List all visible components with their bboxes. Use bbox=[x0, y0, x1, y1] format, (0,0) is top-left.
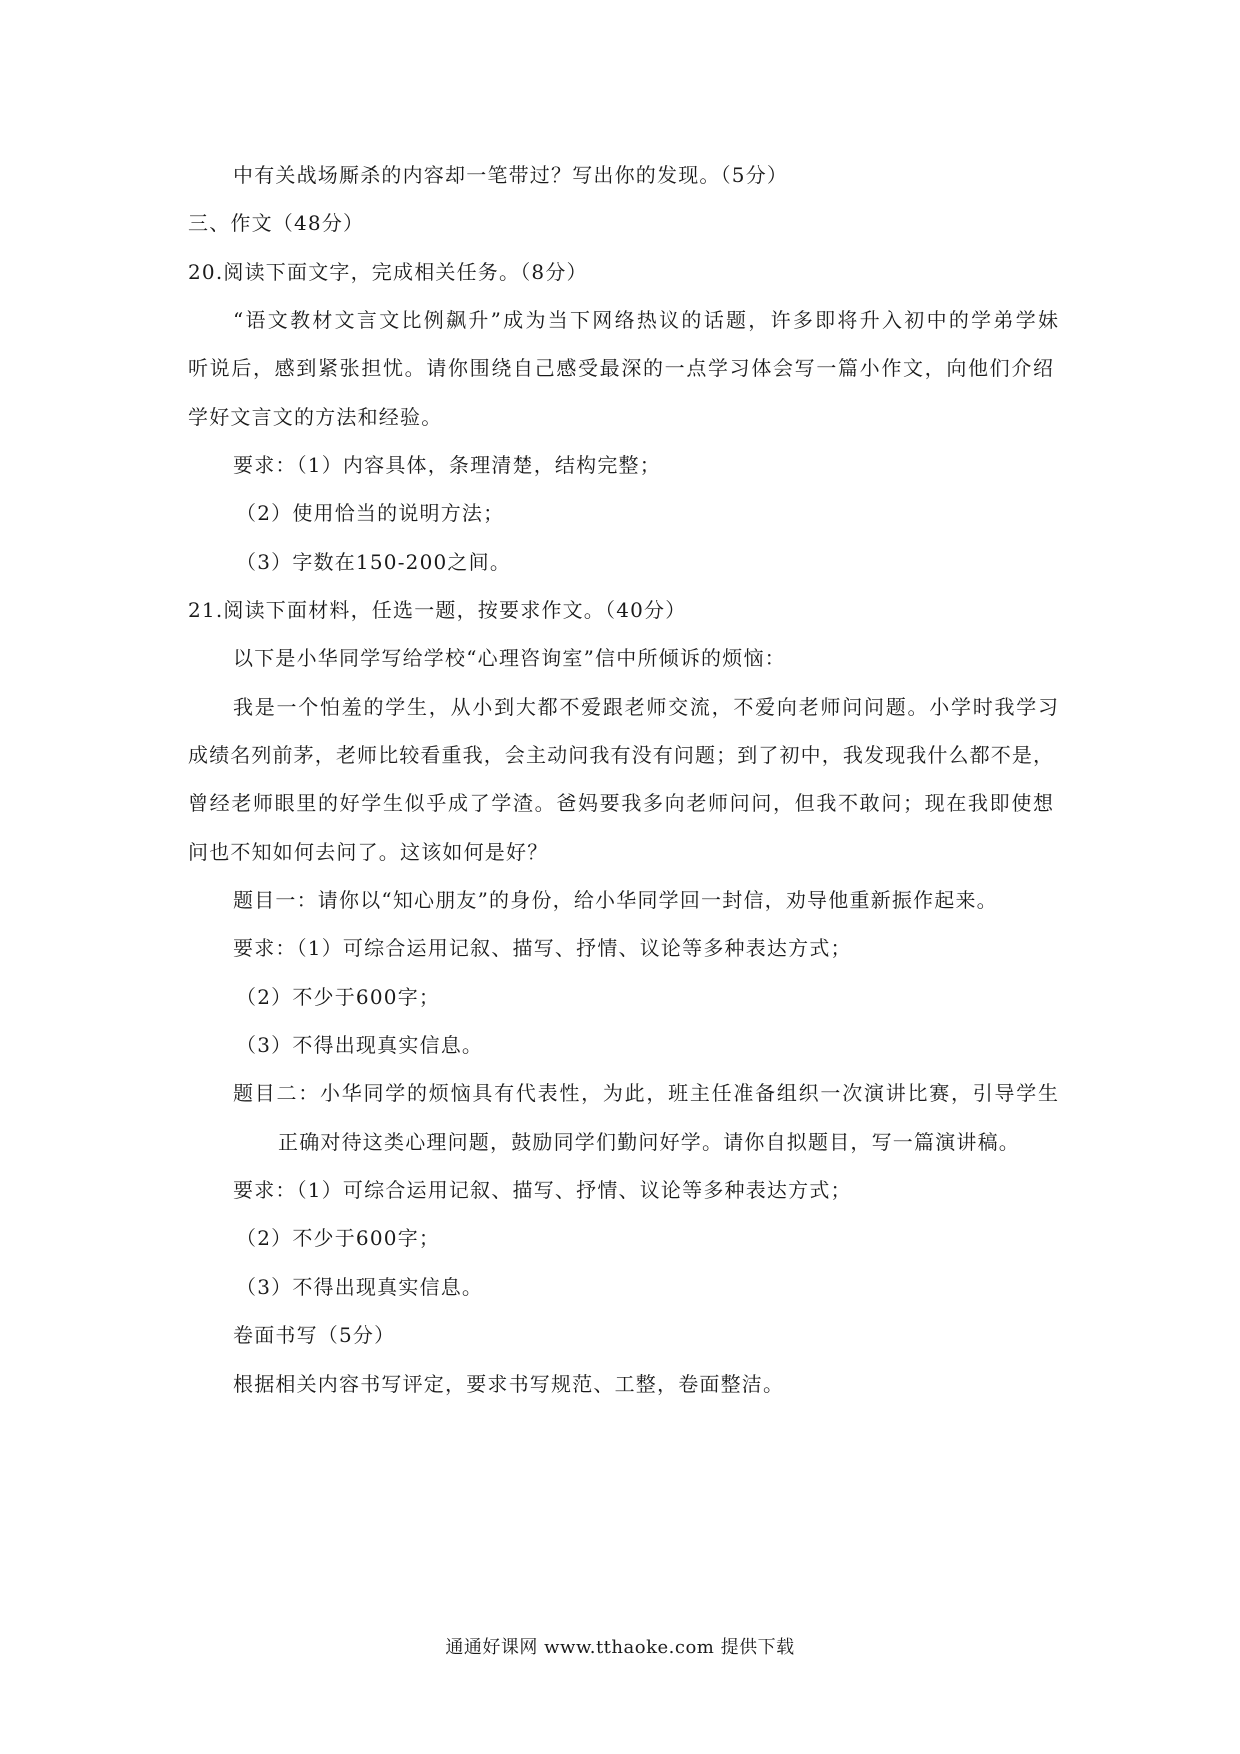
topic-1-requirement-3: （3）不得出现真实信息。 bbox=[236, 1033, 484, 1057]
text-line-q19-continuation: 中有关战场厮杀的内容却一笔带过？写出你的发现。（5分） bbox=[233, 163, 789, 187]
material-text-line-1: 我是一个怕羞的学生，从小到大都不爱跟老师交流，不爱向老师问问题。小学时我学习 bbox=[233, 695, 1058, 719]
material-text-line-3: 曾经老师眼里的好学生似乎成了学渣。爸妈要我多向老师问问，但我不敢问；现在我即使想 bbox=[188, 791, 1053, 815]
topic-2-requirement-3: （3）不得出现真实信息。 bbox=[236, 1275, 484, 1299]
material-text-line-2: 成绩名列前茅，老师比较看重我，会主动问我有没有问题；到了初中，我发现我什么都不是， bbox=[188, 743, 1053, 767]
page-footer: 通通好课网 www.tthaoke.com 提供下载 bbox=[445, 1637, 795, 1658]
question-20-requirement-1: 要求：（1）内容具体，条理清楚，结构完整； bbox=[233, 453, 661, 477]
question-20-text-line-1: “语文教材文言文比例飙升”成为当下网络热议的话题，许多即将升入初中的学弟学妹 bbox=[233, 308, 1058, 332]
topic-2-requirement-1: 要求：（1）可综合运用记叙、描写、抒情、议论等多种表达方式； bbox=[233, 1178, 852, 1202]
question-20-requirement-2: （2）使用恰当的说明方法； bbox=[236, 501, 505, 525]
question-20-text-line-2: 听说后，感到紧张担忧。请你围绕自己感受最深的一点学习体会写一篇小作文，向他们介绍 bbox=[188, 356, 1053, 380]
material-intro: 以下是小华同学写给学校“心理咨询室”信中所倾诉的烦恼： bbox=[233, 646, 786, 670]
question-21-heading: 21.阅读下面材料，任选一题，按要求作文。（40分） bbox=[188, 598, 687, 622]
question-20-heading: 20.阅读下面文字，完成相关任务。（8分） bbox=[188, 260, 588, 284]
topic-1: 题目一：请你以“知心朋友”的身份，给小华同学回一封信，劝导他重新振作起来。 bbox=[233, 888, 998, 912]
topic-2-requirement-2: （2）不少于600字； bbox=[236, 1226, 441, 1250]
topic-2-line-1: 题目二：小华同学的烦恼具有代表性，为此，班主任准备组织一次演讲比赛，引导学生 bbox=[233, 1081, 1058, 1105]
question-20-text-line-3: 学好文言文的方法和经验。 bbox=[188, 405, 443, 429]
topic-2-line-2: 正确对待这类心理问题，鼓励同学们勤问好学。请你自拟题目，写一篇演讲稿。 bbox=[278, 1130, 1020, 1154]
handwriting-text: 根据相关内容书写评定，要求书写规范、工整，卷面整洁。 bbox=[233, 1372, 785, 1396]
question-20-requirement-3: （3）字数在150-200之间。 bbox=[236, 550, 512, 574]
section-heading-composition: 三、作文（48分） bbox=[188, 211, 365, 235]
handwriting-heading: 卷面书写（5分） bbox=[233, 1323, 396, 1347]
topic-1-requirement-1: 要求：（1）可综合运用记叙、描写、抒情、议论等多种表达方式； bbox=[233, 936, 852, 960]
topic-1-requirement-2: （2）不少于600字； bbox=[236, 985, 441, 1009]
material-text-line-4: 问也不知如何去问了。这该如何是好？ bbox=[188, 840, 549, 864]
